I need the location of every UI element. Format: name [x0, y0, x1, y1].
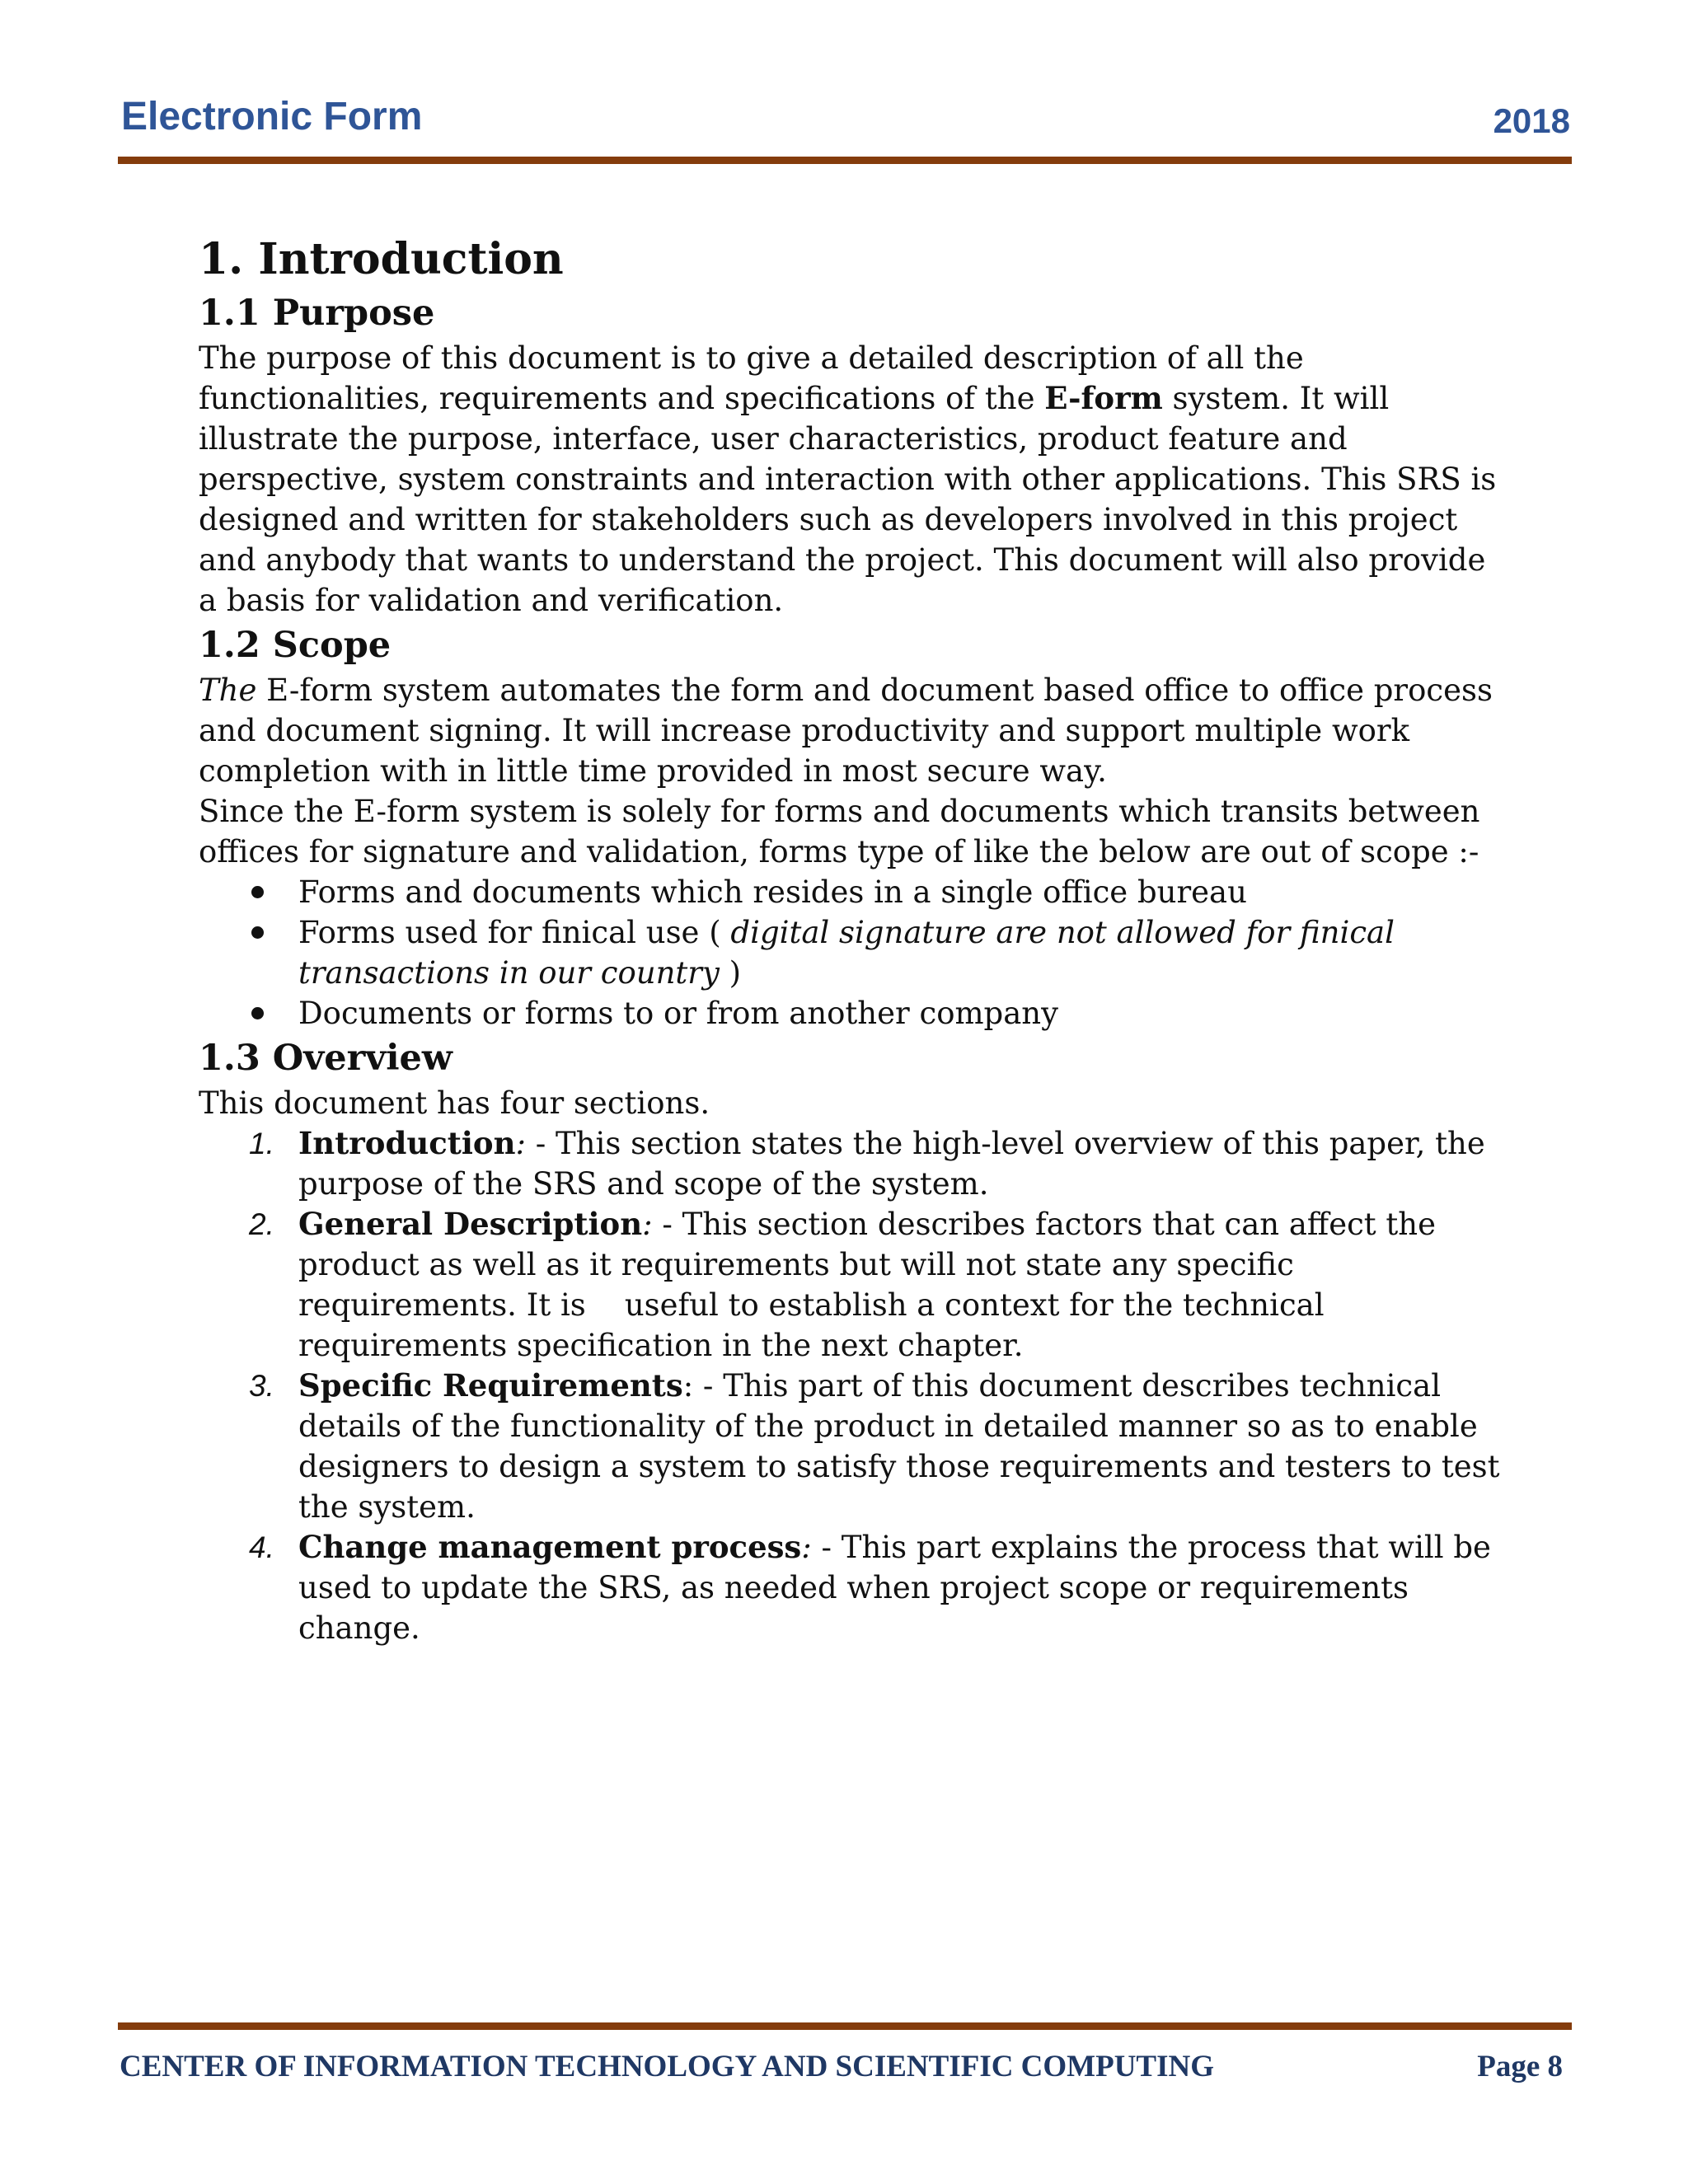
- footer-rule: [118, 2022, 1572, 2030]
- list-item-text: Forms and documents which resides in a single office bureau: [298, 874, 1247, 910]
- purpose-text-a: The purpose of this document is to give a detailed description of all the functionalities, requirements and specifications of the: [199, 340, 1304, 416]
- overview-sections-list: [199, 1123, 1509, 1648]
- out-of-scope-list: [199, 872, 1509, 1033]
- list-item-separator: :: [515, 1126, 526, 1161]
- overview-intro: This document has four sections.: [199, 1085, 710, 1121]
- purpose-paragraph: [199, 338, 1509, 621]
- footer-organization: CENTER OF INFORMATION TECHNOLOGY AND SCIENTIFIC COMPUTING: [120, 2050, 1215, 2083]
- list-item-text: - This part of this document describes technical details of the functionality of the product in detailed manner so as to enable designers to design a system to satisfy those requirements and testers to test the system.: [298, 1368, 1500, 1525]
- list-item-text: - This section describes factors that can affect the product as well as it requirements but will not state any specific requirements. It is useful to establish a context for the technical requirements specification in the next chapter.: [298, 1207, 1446, 1363]
- header-title: Electronic Form: [121, 95, 423, 138]
- list-item: [199, 1527, 1509, 1648]
- list-item-text: - This section states the high-level overview of this paper, the purpose of the SRS and scope of the system.: [298, 1126, 1485, 1202]
- bullet-icon: [251, 926, 264, 939]
- footer-page-number: Page 8: [1477, 2050, 1563, 2083]
- page-content: [199, 231, 1509, 1648]
- list-item: [199, 872, 1509, 912]
- list-item: [199, 1366, 1509, 1527]
- list-number: 3.: [249, 1369, 274, 1403]
- section-heading-overview: 1.3 Overview: [199, 1038, 452, 1079]
- list-item-text: Forms used for finical use (: [298, 915, 731, 950]
- scope-italic-the: The: [199, 673, 257, 708]
- list-item: [199, 1123, 1509, 1204]
- list-item: [199, 1204, 1509, 1366]
- list-item-italic: digital signature are not allowed for finical transactions in our country: [298, 915, 1395, 991]
- list-item-separator: :: [642, 1207, 653, 1242]
- header-rule: [118, 157, 1572, 164]
- list-item: [199, 993, 1509, 1033]
- list-item-term: Change management process: [298, 1529, 802, 1565]
- scope-paragraph-1: [199, 670, 1509, 791]
- bullet-icon: [251, 886, 264, 898]
- purpose-text-b: system. It will illustrate the purpose, interface, user characteristics, product feature and perspective, system constraints and interaction with other applications. This SRS is designed and written for stakeholders such as developers involved in this project and anybody that wants to understand the project. This document will also provide a basis for validation and verification.: [199, 381, 1497, 618]
- list-item-term: Introduction: [298, 1125, 516, 1161]
- header-year: 2018: [1493, 101, 1570, 140]
- scope-para1-text: E-form system automates the form and document based office to office process and document signing. It will increase productivity and support multiple work completion with in little time provided in most secure way.: [199, 673, 1493, 789]
- list-item-text: - This part explains the process that will be used to update the SRS, as needed when project scope or requirements change.: [298, 1530, 1491, 1646]
- bullet-icon: [251, 1007, 264, 1019]
- list-number: 1.: [249, 1127, 274, 1160]
- scope-paragraph-2: Since the E-form system is solely for forms and documents which transits between offices for signature and validation, forms type of like the below are out of scope :-: [199, 794, 1480, 869]
- list-item-term: Specific Requirements: [298, 1367, 683, 1404]
- list-item-term: General Description: [298, 1206, 643, 1242]
- list-item: [199, 912, 1509, 993]
- section-heading-introduction: 1. Introduction: [199, 234, 564, 284]
- list-item-text: Documents or forms to or from another company: [298, 996, 1059, 1031]
- purpose-bold-eform: E-form: [1044, 380, 1163, 416]
- list-number: 2.: [249, 1207, 274, 1241]
- list-item-text: ): [719, 955, 742, 991]
- section-heading-scope: 1.2 Scope: [199, 625, 392, 666]
- section-heading-purpose: 1.1 Purpose: [199, 293, 435, 334]
- list-number: 4.: [249, 1530, 274, 1564]
- list-item-separator: :: [801, 1530, 812, 1565]
- list-item-separator: :: [682, 1368, 694, 1404]
